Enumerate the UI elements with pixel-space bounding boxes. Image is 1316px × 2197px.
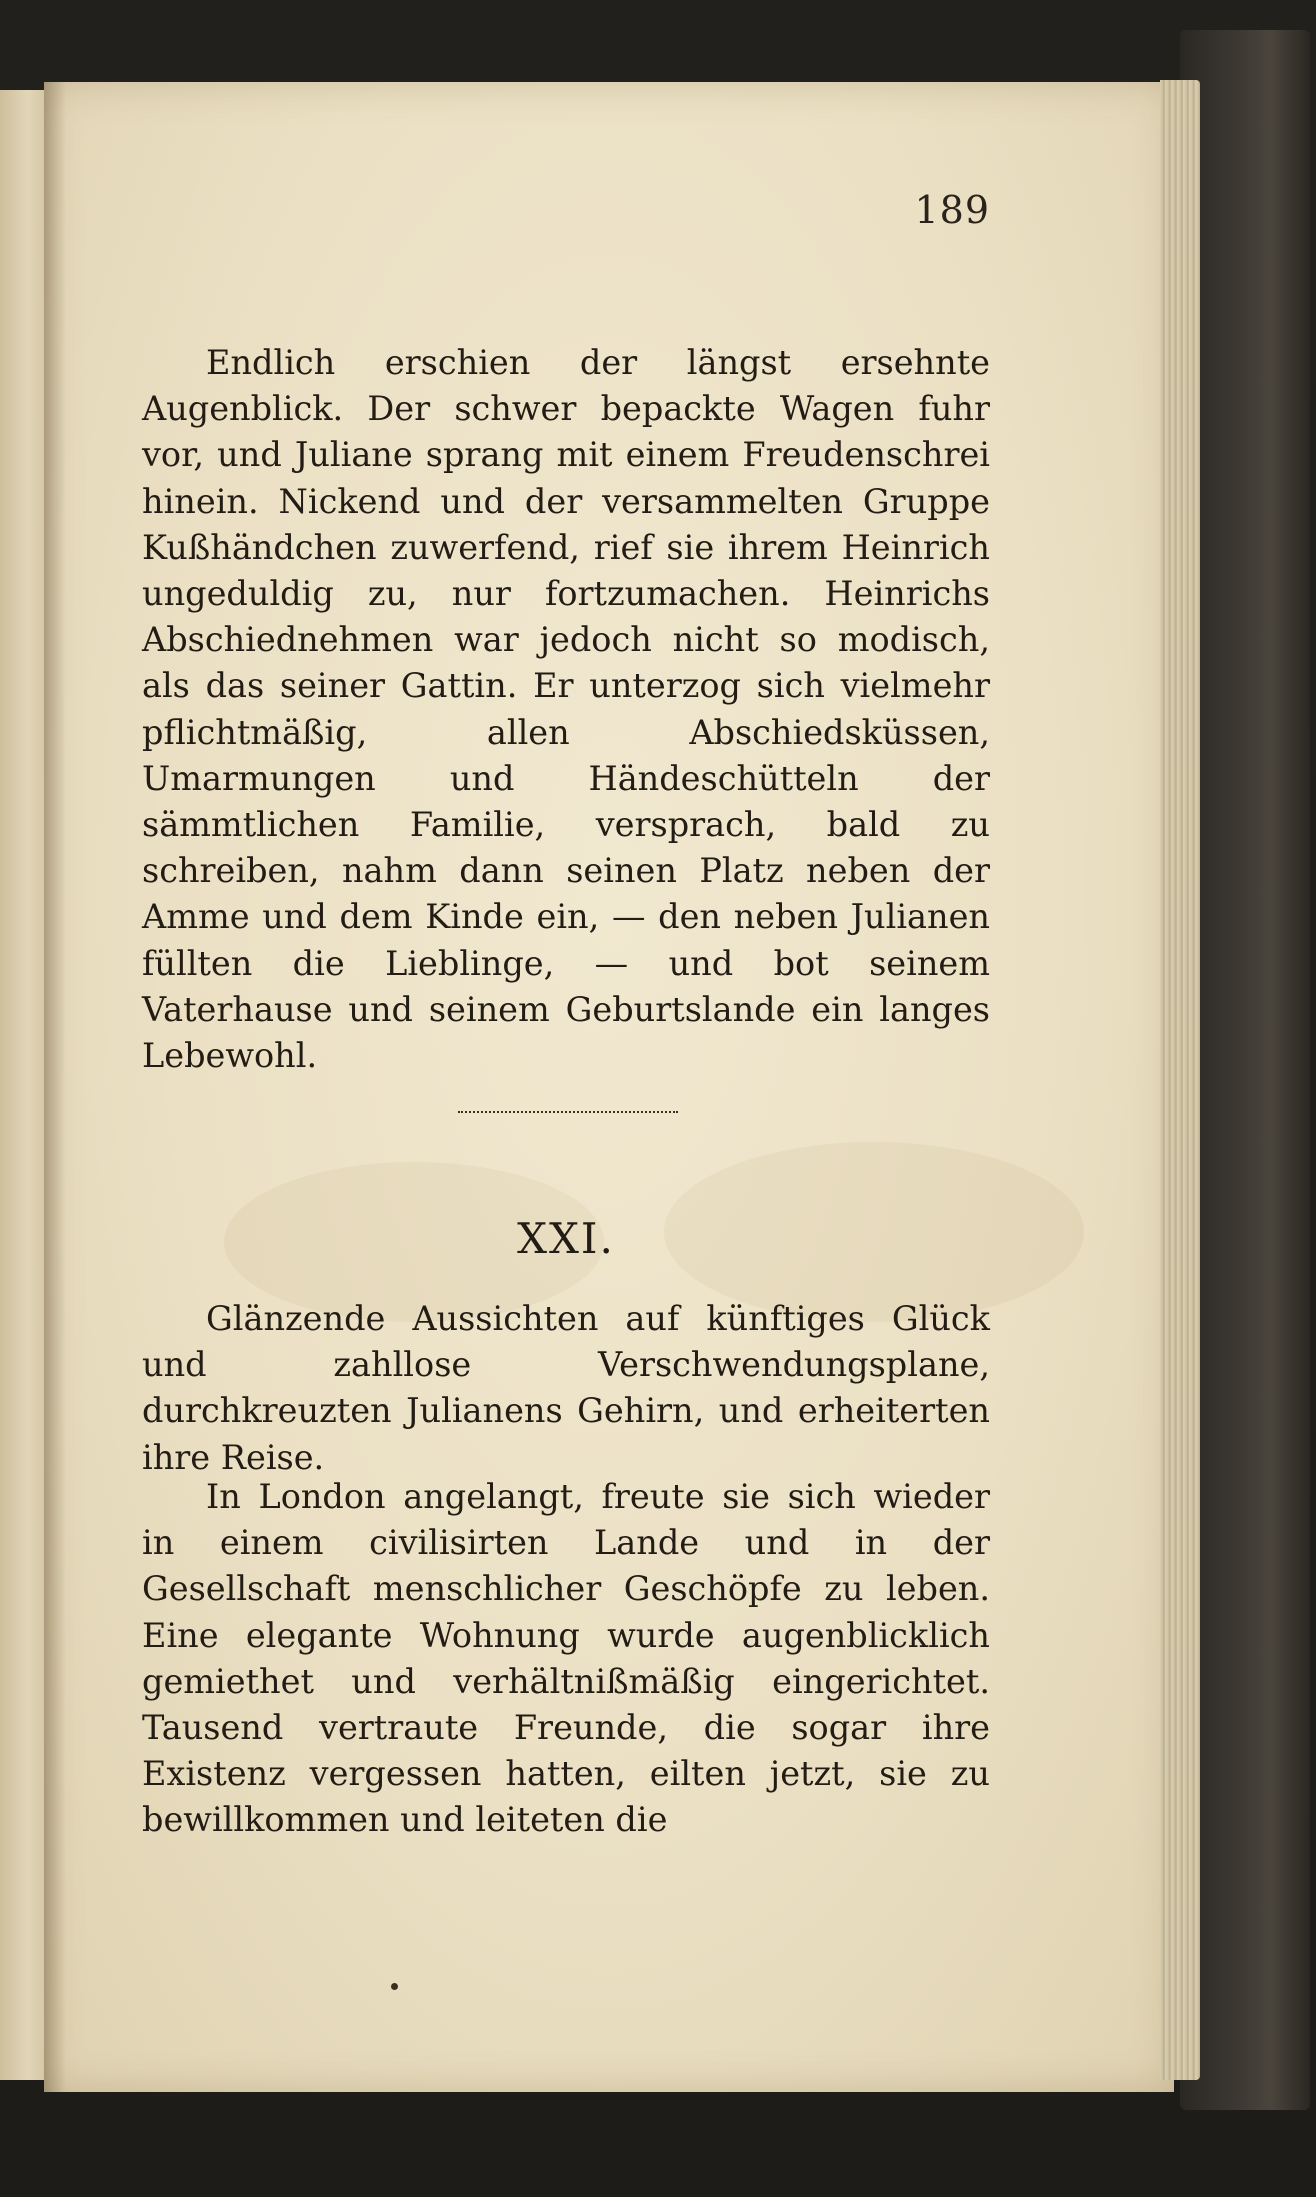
left-page-edge	[0, 90, 46, 2080]
paragraph-2	[142, 1296, 990, 1481]
section-divider	[458, 1108, 678, 1118]
page-edges	[1160, 80, 1200, 2080]
paragraph-1-text: Endlich erschien der längst ersehnte Augenblick. Der schwer bepackte Wagen fuhr vor, und Juliane sprang mit einem Freudenschrei hinein. Nickend und der versammelten Gruppe Kußhändchen zuwerfend, rief sie ihrem Heinrich ungeduldig zu, nur fortzumachen. Heinrichs Abschiednehmen war jedoch nicht so modisch, als das seiner Gattin. Er unterzog sich vielmehr pflichtmäßig, allen Abschiedsküssen, Umarmungen und Händeschütteln der sämmtlichen Familie, versprach, bald zu schreiben, nahm dann seinen Platz neben der Amme und dem Kinde ein, — den neben Julianen füllten die Lieblinge, — und bot seinem Vaterhause und seinem Geburtslande ein langes Lebewohl.	[142, 343, 990, 1076]
chapter-heading: XXI.	[517, 1214, 615, 1263]
paragraph-1	[142, 340, 990, 1079]
paragraph-3-text: In London angelangt, freute sie sich wieder in einem civilisirten Lande und in der Gesellschaft menschlicher Geschöpfe zu leben. Eine elegante Wohnung wurde augenblicklich gemiethet und verhältnißmäßig eingerichtet. Tausend vertraute Freunde, die sogar ihre Existenz vergessen hatten, eilten jetzt, sie zu bewillkommen und leiteten die	[142, 1477, 990, 1840]
ink-dot	[391, 1983, 398, 1990]
page-number: 189	[914, 188, 990, 232]
paragraph-2-text: Glänzende Aussichten auf künftiges Glück und zahllose Verschwendungsplane, durchkreuzten Julianens Gehirn, und erheiterten ihre Reise.	[142, 1299, 990, 1477]
paragraph-3	[142, 1474, 990, 1844]
